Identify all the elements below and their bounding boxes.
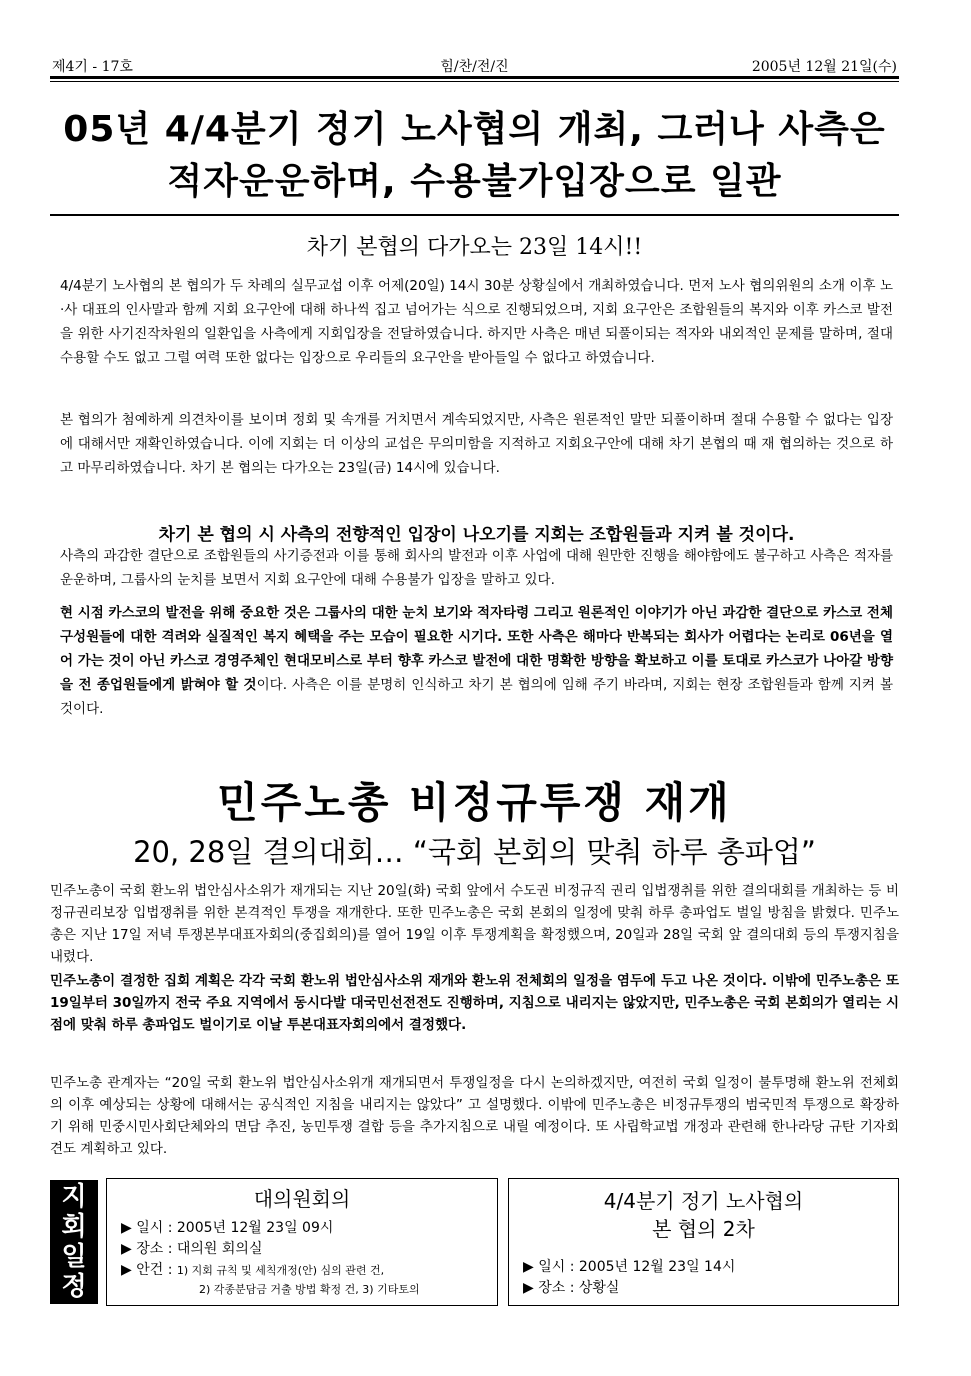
box2-title-line1: 4/4분기 정기 노사협의 bbox=[603, 1189, 804, 1213]
article1-paragraph4-bold: 현 시점 카스코의 발전을 위해 중요한 것은 그룹사의 대한 눈치 보기와 적자타령 그리고 원론적인 이야기가 아닌 과감한 결단으로 카스코 전체 구성원들에 대한 격려와 실질적인 복지 혜택을 주는 모습이 필요한 시기다. 또한 사측은 해마다 반복되는 회사가 어렵다는 논리로 06년을 열어 가는 것이 아닌 카스코 경영주체인 현대모비스로 부터 향후 카스코 발전에 대한 명확한 방향을 확보하고 이를 토대로 카스코가 나아갈 방향을 전 종업원들에게 밝혀야 할 것 bbox=[60, 605, 893, 693]
article1-paragraph4-rest: 이다. 사측은 이를 분명히 인식하고 차기 본 협의에 임해 주기 바라며, 지회는 현장 조합원들과 함께 지켜 볼 것이다. bbox=[60, 677, 893, 717]
article2-headline: 민주노총 비정규투쟁 재개 bbox=[217, 778, 732, 827]
box1-title: 대의원회의 bbox=[253, 1187, 351, 1211]
box1-agenda-line1: 1) 지회 규칙 및 세칙개정(안) 심의 관련 건, bbox=[176, 1264, 385, 1277]
article1-headline-line1: 05년 4/4분기 정기 노사협의 개최, 그러나 사측은 bbox=[63, 109, 886, 150]
schedule-box-delegates-meeting bbox=[106, 1178, 498, 1306]
article2-paragraph1: 민주노총이 국회 환노위 법안심사소위가 재개되는 지난 20일(화) 국회 앞에서 수도권 비정규직 권리 입법쟁취를 위한 결의대회를 개최하는 등 비정규권리보장 입법쟁취를 위한 본격적인 투쟁을 재개한다. 또한 민주노총은 국회 본회의 일정에 맞춰 하루 총파업도 벌일 방침을 밝혔다. 민주노총은 지난 17일 저녁 투쟁본부대표자회의(중집회의)를 열어 19일 이후 투쟁계획을 확정했으며, 20일과 28일 국회 앞 결의대회 등의 투쟁지침을 내렸다. bbox=[50, 883, 899, 965]
box1-date: ▶ 일시 : 2005년 12월 23일 09시 bbox=[121, 1220, 334, 1236]
side-char: 정 bbox=[61, 1272, 87, 1302]
box1-agenda bbox=[107, 1260, 497, 1281]
side-char: 일 bbox=[61, 1242, 87, 1272]
article2-subheadline: 20, 28일 결의대회… “국회 본회의 맞춰 하루 총파업” bbox=[133, 835, 816, 869]
article1-paragraph3: 사측의 과감한 결단으로 조합원들의 사기증전과 이를 통해 회사의 발전과 이후 사업에 대해 원만한 진행을 해야함에도 불구하고 사측은 적자를 운운하며, 그룹사의 눈치를 보면서 지회 요구안에 대해 수용불가 입장을 말하고 있다. bbox=[60, 548, 893, 588]
motto: 힘/찬/전/진 bbox=[440, 59, 509, 75]
box2-place: ▶ 장소 : 상황실 bbox=[523, 1280, 620, 1296]
masthead-rule-thin bbox=[50, 81, 899, 82]
issue-date: 2005년 12월 21일(수) bbox=[751, 59, 897, 75]
article1-paragraph1: 4/4분기 노사협의 본 협의가 두 차례의 실무교섭 이후 어제(20일) 14시 30분 상황실에서 개최하였습니다. 먼저 노사 협의위원의 소개 이후 노·사 대표의 인사말과 함께 지회 요구안에 대해 하나씩 집고 넘어가는 식으로 진행되었으며, 지회 요구안은 조합원들의 복지와 이후 카스코 발전을 위한 사기진작차원의 일환입을 사측에게 지회입장을 전달하였습니다. 하지만 사측은 매년 되풀이되는 적자와 내외적인 문제를 말하며, 절대 수용할 수도 없고 그럴 여력 또한 없다는 입장으로 우리들의 요구안을 받아들일 수 없다고 하였습니다. bbox=[60, 278, 893, 366]
issue-number: 제4기 - 17호 bbox=[52, 59, 133, 75]
box2-title bbox=[509, 1187, 898, 1243]
article2-paragraph2: 민주노총이 결정한 집회 계획은 각각 국회 환노위 법안심사소위 재개와 환노위 전체회의 일정을 염두에 두고 나온 것이다. 이밖에 민주노총은 또 19일부터 30일까지 전국 주요 지역에서 동시다발 대국민선전전도 진행하며, 지침으로 내리지는 않았지만, 민주노총은 국회 본회의가 열리는 시점에 맞춰 하루 총파업도 벌이기로 이날 투본대표자회의에서 결정했다. bbox=[50, 973, 899, 1033]
article1-subheading: 차기 본협의 다가오는 23일 14시!! bbox=[306, 235, 643, 260]
box2-title-line2: 본 협의 2차 bbox=[652, 1217, 755, 1241]
box2-date: ▶ 일시 : 2005년 12월 23일 14시 bbox=[523, 1259, 736, 1275]
schedule-box-labor-council bbox=[508, 1178, 899, 1306]
schedule-side-label bbox=[50, 1180, 98, 1304]
masthead bbox=[50, 54, 899, 76]
box1-agenda-label: ▶ 안건 : bbox=[121, 1262, 177, 1278]
masthead-rule-thick bbox=[50, 76, 899, 79]
article1-emphasis: 차기 본 협의 시 사측의 전향적인 입장이 나오기를 지회는 조합원들과 지켜 볼 것이다. bbox=[158, 525, 795, 545]
article2-paragraph3: 민주노총 관계자는 “20일 국회 환노위 법안심사소위개 재개되면서 투쟁일정을 다시 논의하겠지만, 여전히 국회 일정이 불투명해 환노위 전체회의 이후 예상되는 상황에 대해서는 공식적인 지침을 내리지는 않았다” 고 설명했다. 이밖에 민주노총은 비정규투쟁의 범국민적 투쟁으로 확장하기 위해 민중시민사회단체와의 면담 추진, 농민투쟁 결합 등을 추가지침으로 내릴 예정이다. 또 사립학교법 개정과 관련해 한나라당 규탄 기자회견도 계획하고 있다. bbox=[50, 1075, 899, 1157]
article1-paragraph4 bbox=[60, 601, 893, 721]
side-char: 지 bbox=[61, 1182, 87, 1212]
box1-agenda-line2: 2) 각종분담금 거출 방법 확정 건, 3) 기타토의 bbox=[199, 1283, 420, 1296]
side-char: 회 bbox=[61, 1212, 87, 1242]
box1-place: ▶ 장소 : 대의원 회의실 bbox=[121, 1241, 263, 1257]
article1-paragraph2: 본 협의가 첨예하게 의견차이를 보이며 정회 및 속개를 거치면서 계속되었지만, 사측은 원론적인 말만 되풀이하며 절대 수용할 수 없다는 입장에 대해서만 재확인하였습니다. 이에 지회는 더 이상의 교섭은 무의미함을 지적하고 지회요구안에 대해 차기 본협의 때 재 협의하는 것으로 하고 마무리하였습니다. 차기 본 협의는 다가오는 23일(금) 14시에 있습니다. bbox=[60, 412, 893, 476]
article1-headline-line2: 적자운운하며, 수용불가입장으로 일관 bbox=[167, 161, 782, 202]
headline-divider bbox=[50, 214, 899, 216]
